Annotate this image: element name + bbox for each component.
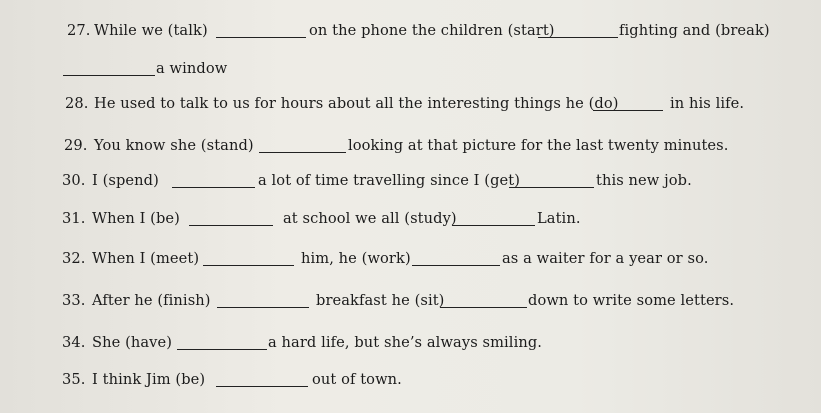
item-number: 30. (62, 172, 86, 189)
item-text: While we (talk) (94, 22, 208, 39)
item-text: I (spend) (92, 172, 159, 189)
item-text: as a waiter for a year or so. (502, 250, 709, 267)
item-number: 32. (62, 250, 86, 267)
item-number: 35. (62, 371, 86, 388)
answer-blank[interactable] (259, 152, 346, 153)
item-text: this new job. (596, 172, 692, 189)
answer-blank[interactable] (217, 307, 309, 308)
answer-blank[interactable] (203, 265, 294, 266)
item-text: When I (meet) (92, 250, 200, 267)
item-number: 29. (64, 137, 88, 154)
item-number: 33. (62, 292, 86, 309)
item-text: a window (156, 60, 228, 77)
item-text: He used to talk to us for hours about all the interesting things he (do) (94, 95, 619, 112)
item-text: fighting and (break) (619, 22, 770, 39)
item-number: 31. (62, 210, 86, 227)
item-text: out of town. (312, 371, 402, 388)
item-text: When I (be) (92, 210, 180, 227)
item-text: You know she (stand) (94, 137, 254, 154)
answer-blank[interactable] (440, 307, 527, 308)
item-text: a lot of time travelling since I (get) (258, 172, 521, 189)
item-text: After he (finish) (92, 292, 211, 309)
item-text: Latin. (537, 210, 581, 227)
answer-blank[interactable] (189, 225, 273, 226)
item-number: 34. (62, 334, 86, 351)
answer-blank[interactable] (216, 37, 306, 38)
item-text: in his life. (670, 95, 745, 112)
answer-blank[interactable] (412, 265, 500, 266)
item-text: at school we all (study) (283, 210, 457, 227)
item-text: a hard life, but she’s always smiling. (268, 334, 543, 351)
item-text: him, he (work) (301, 250, 411, 267)
item-text: looking at that picture for the last twenty minutes. (348, 137, 729, 154)
answer-blank[interactable] (593, 110, 663, 111)
item-number: 28. (65, 95, 89, 112)
item-text: breakfast he (sit) (316, 292, 445, 309)
answer-blank[interactable] (216, 386, 308, 387)
answer-blank[interactable] (452, 225, 535, 226)
answer-blank[interactable] (509, 187, 594, 188)
answer-blank[interactable] (63, 75, 155, 76)
item-text: She (have) (92, 334, 173, 351)
item-text: down to write some letters. (528, 292, 735, 309)
item-text: on the phone the children (start) (309, 22, 555, 39)
answer-blank[interactable] (172, 187, 255, 188)
item-text: I think Jim (be) (92, 371, 206, 388)
answer-blank[interactable] (538, 37, 618, 38)
answer-blank[interactable] (177, 349, 267, 350)
item-number: 27. (67, 22, 91, 39)
